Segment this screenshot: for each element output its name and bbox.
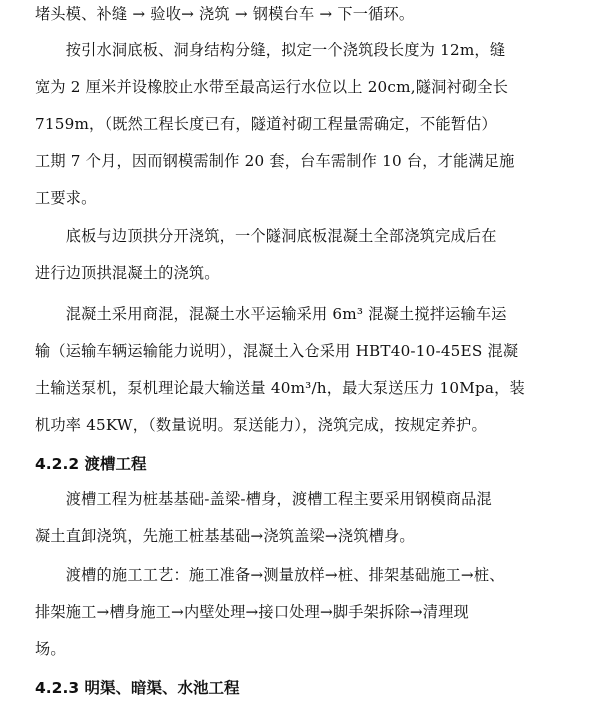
text-line: 凝土直卸浇筑，先施工桩基基础→浇筑盖梁→浇筑槽身。 — [35, 527, 415, 545]
text-line: 渡槽的施工工艺：施工准备→测量放样→桩、排架基础施工→桩、 — [35, 566, 505, 584]
text-line: 场。 — [35, 640, 66, 658]
aqueduct-process-paragraph — [35, 557, 545, 668]
text-line: 堵头模、补缝 → 验收→ 浇筑 → 钢模台车 → 下一循环。 — [35, 5, 415, 23]
aqueduct-structure-paragraph — [35, 481, 545, 555]
text-line: 混凝土采用商混，混凝土水平运输采用 6m³ 混凝土搅拌运输车运 — [35, 305, 507, 323]
text-line: 排架施工→槽身施工→内壁处理→接口处理→脚手架拆除→清理现 — [35, 603, 469, 621]
text-line: 土输送泵机，泵机理论最大输送量 40m³/h，最大泵送压力 10Mpa，装 — [35, 379, 525, 397]
process-flow-tail — [35, 0, 545, 33]
text-line: 底板与边顶拱分开浇筑，一个隧洞底板混凝土全部浇筑完成后在 — [35, 227, 497, 245]
text-line: 进行边顶拱混凝土的浇筑。 — [35, 264, 220, 282]
text-line: 宽为 2 厘米并设橡胶止水带至最高运行水位以上 20cm,隧洞衬砌全长 — [35, 78, 509, 96]
segment-division-paragraph — [35, 32, 545, 217]
text-line: 机功率 45KW，（数量说明。泵送能力），浇筑完成，按规定养护。 — [35, 416, 487, 434]
text-line: 输（运输车辆运输能力说明），混凝土入仓采用 HBT40-10-45ES 混凝 — [35, 342, 519, 360]
text-line: 按引水洞底板、洞身结构分缝，拟定一个浇筑段长度为 12m，缝 — [35, 41, 506, 59]
casting-order-paragraph — [35, 218, 545, 292]
section-heading-aqueduct: 4.2.2 渡槽工程 — [35, 455, 147, 473]
text-line: 工要求。 — [35, 189, 97, 207]
text-line: 渡槽工程为桩基基础-盖梁-槽身，渡槽工程主要采用钢模商品混 — [35, 490, 492, 508]
text-line: 工期 7 个月，因而钢模需制作 20 套，台车需制作 10 台，才能满足施 — [35, 152, 515, 170]
concrete-transport-paragraph — [35, 296, 545, 444]
text-line: 7159m，（既然工程长度已有，隧道衬砌工程量需确定，不能暂估） — [35, 115, 497, 133]
section-heading-channels: 4.2.3 明渠、暗渠、水池工程 — [35, 679, 240, 697]
